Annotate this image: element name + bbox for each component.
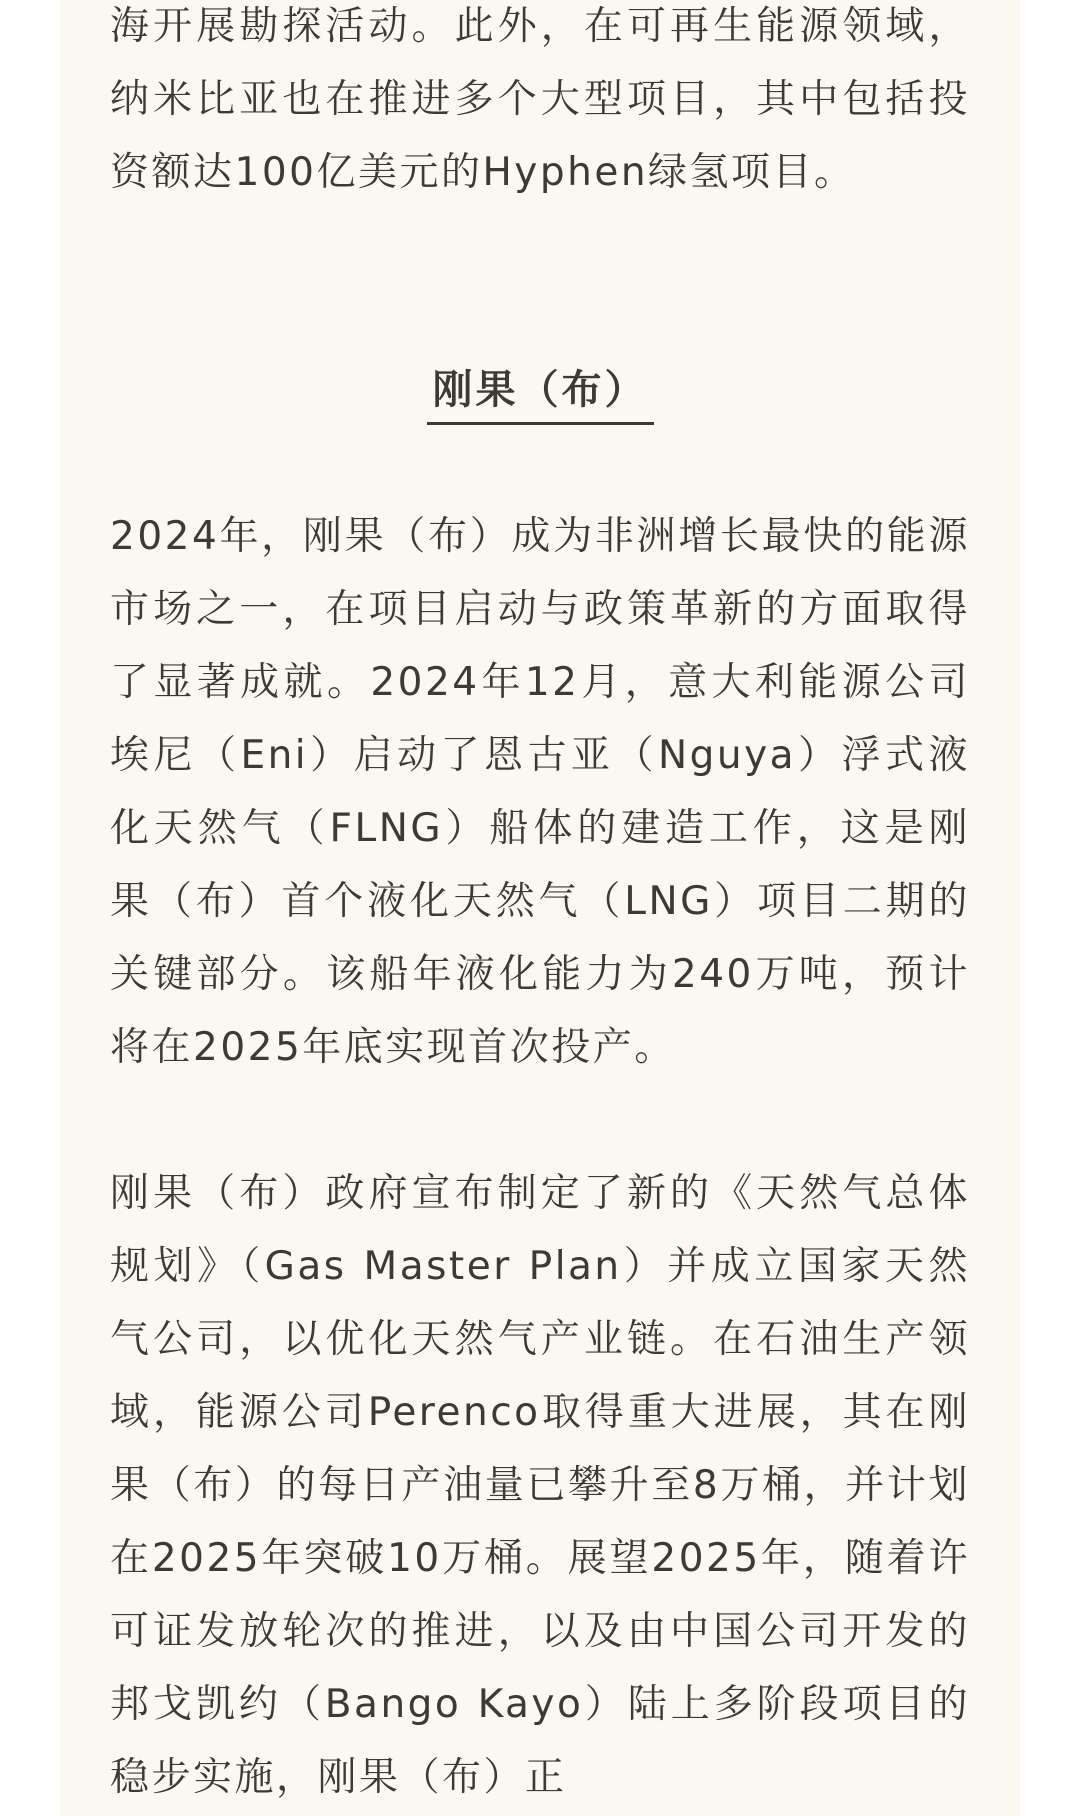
article-body [60,0,1020,1816]
section-heading: 刚果（布） [427,362,654,425]
article-paragraph: 海开展勘探活动。此外，在可再生能源领域，纳米比亚也在推进多个大型项目，其中包括投资额达100亿美元的Hyphen绿氢项目。 [110,4,970,195]
section-heading-container [60,362,1020,425]
article-paragraph: 刚果（布）政府宣布制定了新的《天然气总体规划》（Gas Master Plan）并成立国家天然气公司，以优化天然气产业链。在石油生产领域，能源公司Perenco取得重大进展，其在刚果（布）的每日产油量已攀升至8万桶，并计划在2025年突破10万桶。展望2025年，随着许可证发放轮次的推进，以及由中国公司开发的邦戈凯约（Bango Kayo）陆上多阶段项目的稳步实施，刚果（布）正 [110,1171,970,1800]
article-paragraph: 2024年，刚果（布）成为非洲增长最快的能源市场之一，在项目启动与政策革新的方面取得了显著成就。2024年12月，意大利能源公司埃尼（Eni）启动了恩古亚（Nguya）浮式液化天然气（FLNG）船体的建造工作，这是刚果（布）首个液化天然气（LNG）项目二期的关键部分。该船年液化能力为240万吨，预计将在2025年底实现首次投产。 [110,514,970,1070]
